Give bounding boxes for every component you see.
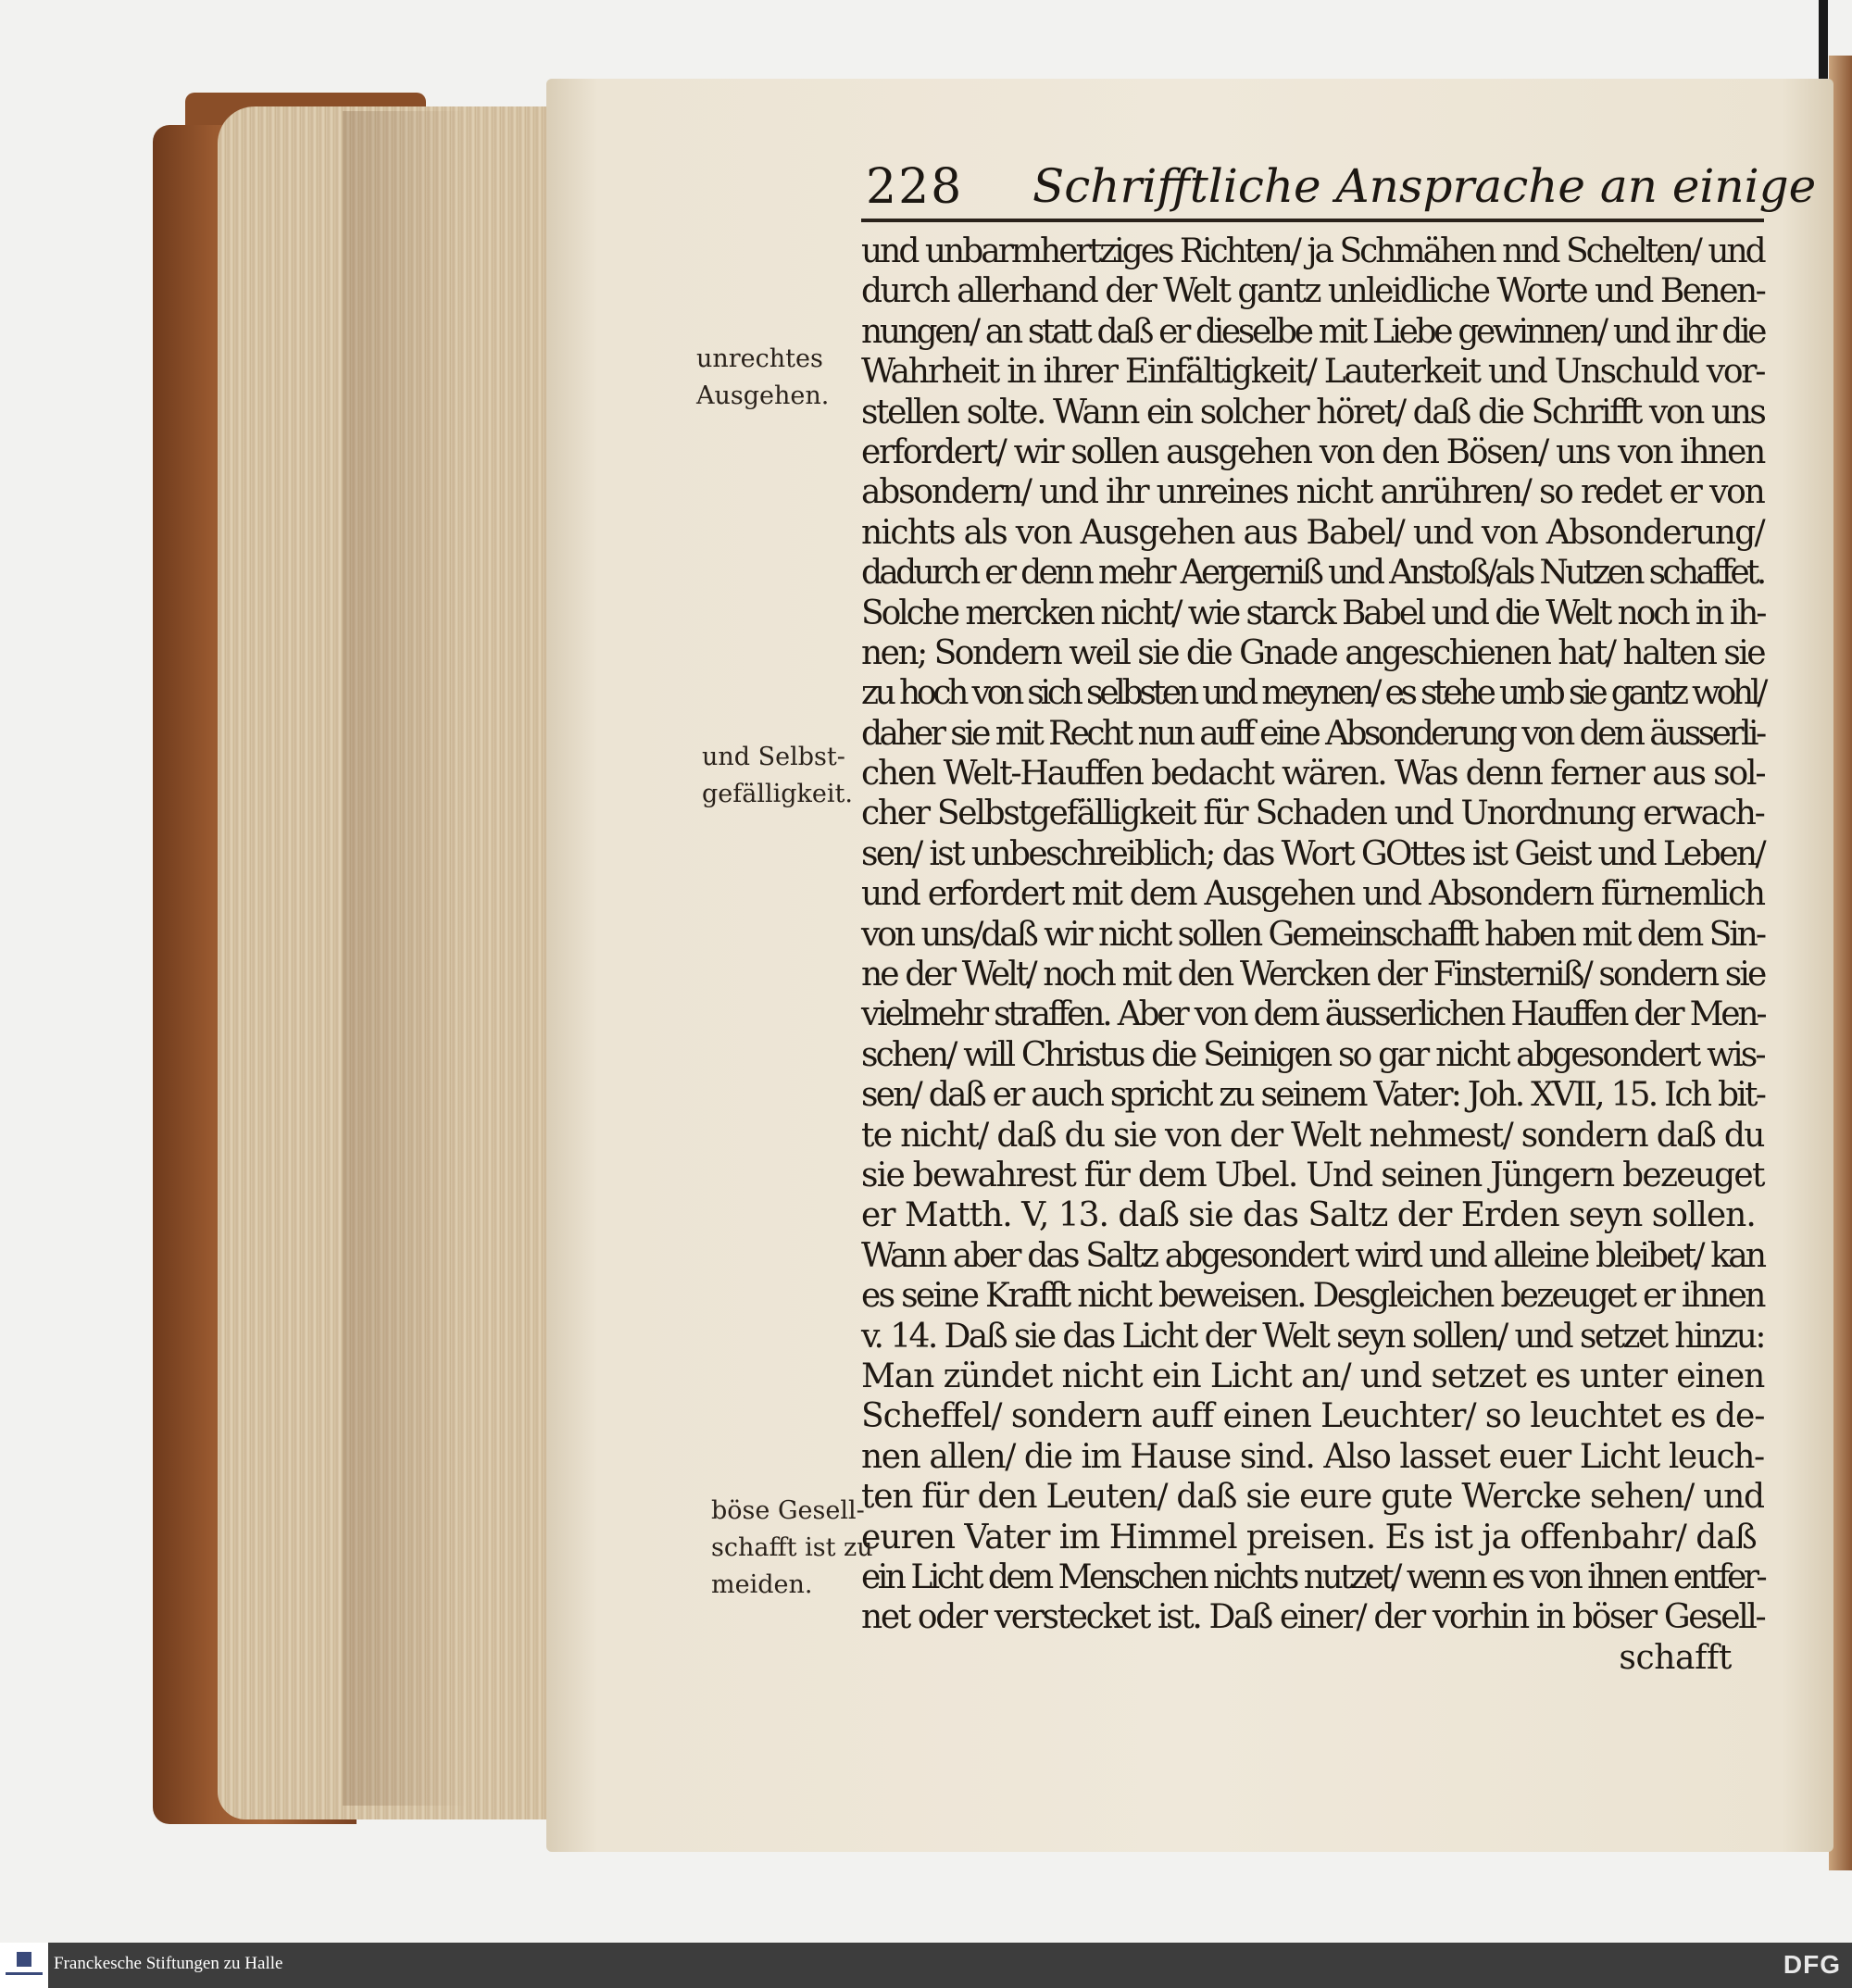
text-line: euren Vater im Himmel preisen. Es ist ja offenbahr/ daß bbox=[861, 1518, 1757, 1557]
header-rule bbox=[861, 219, 1764, 222]
margin-note-line: böse Gesell- bbox=[711, 1496, 865, 1525]
text-line: absondern/ und ihr unreines nicht anrühren/ so redet er von bbox=[861, 473, 1764, 512]
text-line: daher sie mit Recht nun auff eine Absonderung von dem äusserli- bbox=[861, 714, 1764, 753]
margin-note-line: schafft ist zu bbox=[711, 1533, 873, 1562]
body-text bbox=[861, 231, 1796, 1678]
logo-underline-icon bbox=[6, 1972, 43, 1975]
margin-note-line: meiden. bbox=[711, 1570, 813, 1599]
page-edges-shadow bbox=[343, 111, 551, 1806]
text-line: es seine Krafft nicht beweisen. Desgleichen bezeuget er ihnen bbox=[861, 1277, 1764, 1316]
margin-note-line: Ausgehen. bbox=[696, 381, 830, 410]
text-line: von uns/daß wir nicht sollen Gemeinschafft haben mit dem Sin- bbox=[861, 915, 1764, 954]
text-line: Wann aber das Saltz abgesondert wird und alleine bleibet/ kan bbox=[861, 1236, 1765, 1275]
institution-logo[interactable] bbox=[0, 1943, 48, 1988]
dfg-logo[interactable]: DFG bbox=[1783, 1950, 1841, 1979]
text-line: chen Welt-Hauffen bedacht wären. Was denn ferner aus sol- bbox=[861, 755, 1765, 794]
text-line: schafft bbox=[1619, 1638, 1732, 1677]
text-line: te nicht/ daß du sie von der Welt nehmest/ sondern daß du bbox=[861, 1116, 1764, 1155]
logo-building-icon bbox=[17, 1952, 31, 1967]
text-line: stellen solte. Wann ein solcher höret/ daß die Schrifft von uns bbox=[861, 393, 1765, 431]
viewer-footer bbox=[0, 1943, 1852, 1988]
text-line: erfordert/ wir sollen ausgehen von den Bösen/ uns von ihnen bbox=[861, 432, 1764, 471]
text-line: ein Licht dem Menschen nichts nutzet/ wenn es von ihnen entfer- bbox=[861, 1557, 1765, 1596]
text-line: ten für den Leuten/ daß sie eure gute Wercke sehen/ und bbox=[861, 1478, 1764, 1517]
running-head: Schrifftliche Ansprache an einige bbox=[1032, 159, 1817, 213]
margin-note-line: unrechtes bbox=[696, 344, 823, 373]
text-line: und erfordert mit dem Ausgehen und Absondern fürnemlich bbox=[861, 875, 1764, 914]
text-line: durch allerhand der Welt gantz unleidliche Worte und Benen- bbox=[861, 272, 1765, 311]
text-line: dadurch er denn mehr Aergerniß und Anstoß/als Nutzen schaffet. bbox=[861, 554, 1764, 593]
text-line: schen/ will Christus die Seinigen so gar nicht abgesondert wis- bbox=[861, 1035, 1764, 1074]
text-line: net oder verstecket ist. Daß einer/ der vorhin in böser Gesell- bbox=[861, 1598, 1765, 1637]
text-line: ne der Welt/ noch mit den Wercken der Finsterniß/ sondern sie bbox=[861, 956, 1765, 994]
text-line: Wahrheit in ihrer Einfältigkeit/ Lauterkeit und Unschuld vor- bbox=[861, 353, 1765, 392]
text-line: vielmehr straffen. Aber von dem äusserlichen Hauffen der Men- bbox=[861, 995, 1765, 1034]
text-line: sie bewahrest für dem Ubel. Und seinen Jüngern bezeuget bbox=[861, 1156, 1764, 1194]
margin-note-unrechtes-ausgehen bbox=[696, 341, 829, 415]
text-line: sen/ daß er auch spricht zu seinem Vater: Joh. XVII, 15. Ich bit- bbox=[861, 1076, 1765, 1115]
text-line: er Matth. V, 13. daß sie das Saltz der Erden seyn sollen. bbox=[861, 1196, 1756, 1235]
text-line: nichts als von Ausgehen aus Babel/ und von Absonderung/ bbox=[861, 513, 1764, 552]
text-line: zu hoch von sich selbsten und meynen/ es stehe umb sie gantz wohl/ bbox=[861, 674, 1765, 713]
text-line: nen; Sondern weil sie die Gnade angeschienen hat/ halten sie bbox=[861, 633, 1765, 672]
text-line: Solche mercken nicht/ wie starck Babel und die Welt noch in ih- bbox=[861, 594, 1765, 632]
text-line: und unbarmhertziges Richten/ ja Schmähen nnd Schelten/ und bbox=[861, 232, 1764, 270]
text-line: Scheffel/ sondern auff einen Leuchter/ so leuchtet es de- bbox=[861, 1397, 1765, 1436]
margin-note-line: und Selbst- bbox=[702, 743, 845, 771]
page-number: 228 bbox=[866, 159, 964, 215]
text-line: cher Selbstgefälligkeit für Schaden und Unordnung erwach- bbox=[861, 794, 1764, 833]
institution-name[interactable]: Franckesche Stiftungen zu Halle bbox=[54, 1954, 283, 1973]
text-line: sen/ ist unbeschreiblich; das Wort GOttes ist Geist und Leben/ bbox=[861, 834, 1764, 873]
margin-note-selbstgefaelligkeit bbox=[702, 739, 853, 813]
text-line: Man zündet nicht ein Licht an/ und setzet es unter einen bbox=[861, 1357, 1765, 1395]
margin-note-line: gefälligkeit. bbox=[702, 780, 853, 808]
text-line: nen allen/ die im Hause sind. Also lasset euer Licht leuch- bbox=[861, 1437, 1764, 1476]
text-line: v. 14. Daß sie das Licht der Welt seyn sollen/ und setzet hinzu: bbox=[861, 1317, 1764, 1356]
text-line: nungen/ an statt daß er dieselbe mit Liebe gewinnen/ und ihr die bbox=[861, 312, 1765, 351]
margin-note-boese-gesellschafft bbox=[711, 1493, 873, 1604]
